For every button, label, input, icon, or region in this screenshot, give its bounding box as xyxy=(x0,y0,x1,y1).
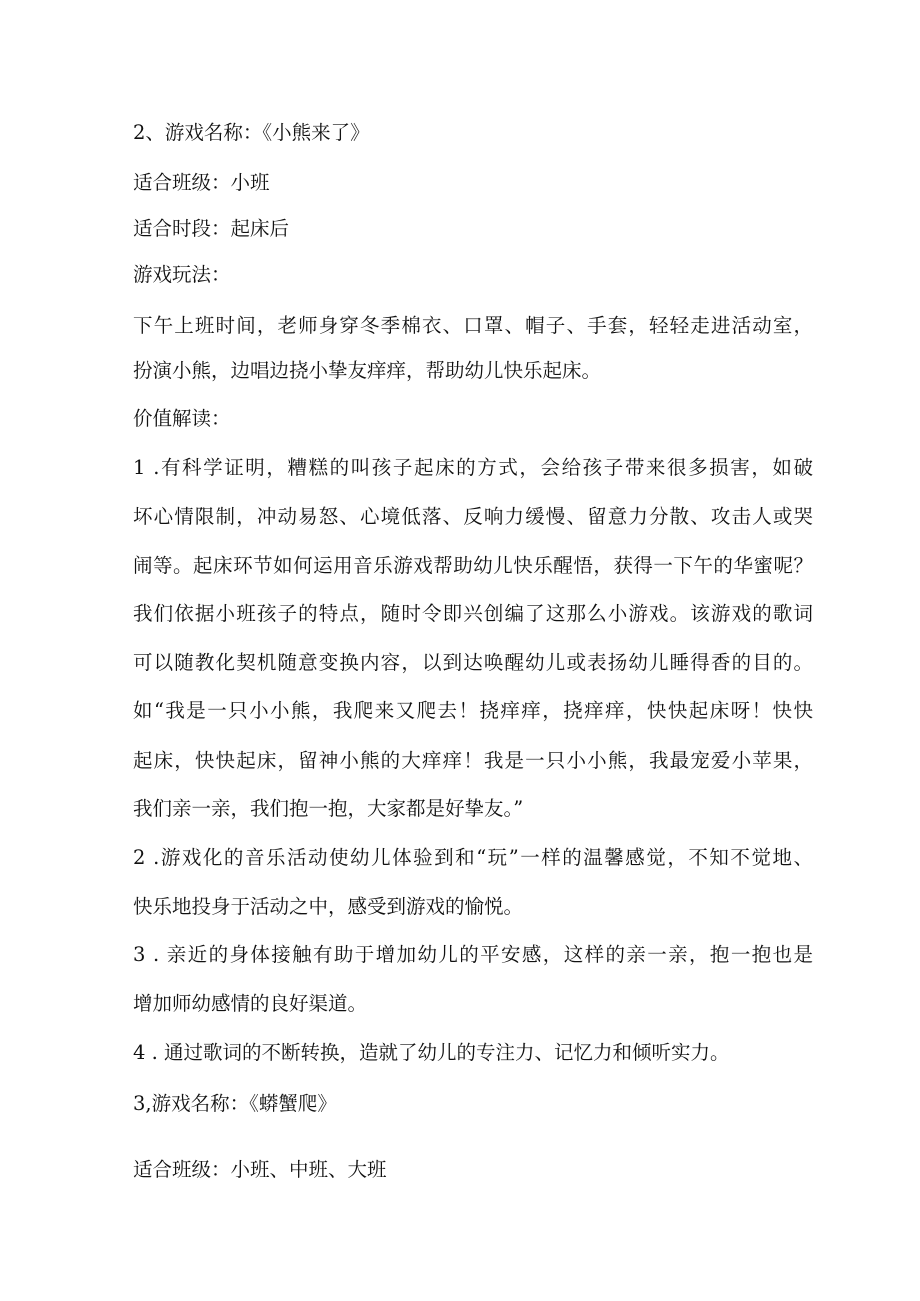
value-point-4-line: 4 . 通过歌词的不断转换，造就了幼儿的专注力、记忆力和倾听实力。 xyxy=(133,1041,730,1064)
game-title-crab: 3,游戏名称：《蟒蟹爬》 xyxy=(133,1092,337,1115)
value-point-1-line: 我们亲一亲，我们抱一抱，大家都是好挚友。” xyxy=(133,797,524,820)
value-heading: 价值解读： xyxy=(133,407,231,430)
suitable-class-line: 适合班级：小班 xyxy=(133,171,270,194)
value-point-3-line: 3 . 亲近的身体接触有助于增加幼儿的平安感，这样的亲一亲，抱一抱也是 xyxy=(133,943,813,966)
game-title-bear: 2、游戏名称：《小熊来了》 xyxy=(133,121,370,144)
gameplay-text-line: 扮演小熊，边唱边挠小挚友痒痒，帮助幼儿快乐起床。 xyxy=(133,359,602,382)
value-point-1-line: 如“我是一只小小熊，我爬来又爬去！挠痒痒，挠痒痒，快快起床呀！快快 xyxy=(133,699,813,722)
value-point-2-line: 2 .游戏化的音乐活动使幼儿体验到和“玩”一样的温馨感觉，不知不觉地、 xyxy=(133,846,813,869)
value-point-2-line: 快乐地投身于活动之中，感受到游戏的愉悦。 xyxy=(133,895,524,918)
gameplay-heading: 游戏玩法： xyxy=(133,263,231,286)
value-point-1-line: 起床，快快起床，留神小熊的大痒痒！我是一只小小熊，我最宠爱小苹果， xyxy=(133,749,813,772)
value-point-3-line: 增加师幼感情的良好渠道。 xyxy=(133,992,368,1015)
value-point-1-line: 1 .有科学证明，糟糕的叫孩子起床的方式，会给孩子带来很多损害，如破 xyxy=(133,456,813,479)
suitable-class-line: 适合班级：小班、中班、大班 xyxy=(133,1158,387,1181)
suitable-time-line: 适合时段：起床后 xyxy=(133,217,290,240)
value-point-1-line: 可以随教化契机随意变换内容，以到达唤醒幼儿或表扬幼儿睡得香的目的。 xyxy=(133,651,813,674)
value-point-1-line: 闹等。起床环节如何运用音乐游戏帮助幼儿快乐醒悟，获得一下午的华蜜呢？ xyxy=(133,554,813,577)
value-point-1-line: 坏心情限制，冲动易怒、心境低落、反响力缓慢、留意力分散、攻击人或哭 xyxy=(133,505,813,528)
gameplay-text-line: 下午上班时间，老师身穿冬季棉衣、口罩、帽子、手套，轻轻走进活动室， xyxy=(133,314,813,337)
value-point-1-line: 我们依据小班孩子的特点，随时令即兴创编了这那么小游戏。该游戏的歌词 xyxy=(133,602,813,625)
